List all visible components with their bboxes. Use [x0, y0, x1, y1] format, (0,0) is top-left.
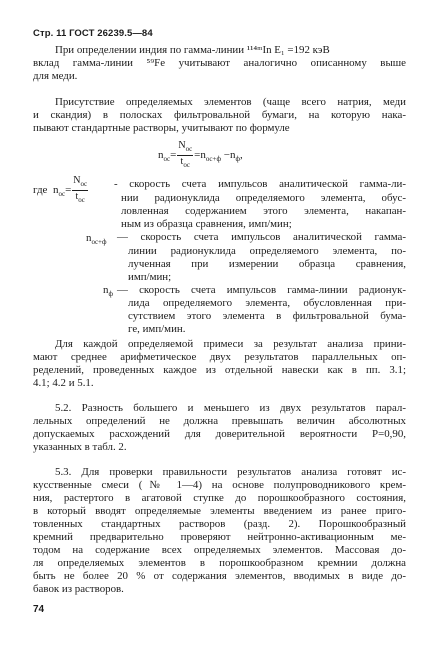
def2-symbol: $n_{oc+ф}$: [86, 232, 107, 247]
where-symbol-sub: oc: [58, 190, 66, 199]
page-number: 74: [33, 604, 45, 615]
para2-line: пывают стандартные растворы, учитывают по формуле: [33, 122, 290, 134]
para4-line: 5.2. Разность большего и меньшего из двух результатов парал-: [55, 402, 406, 414]
formula-lhs: n: [158, 149, 164, 162]
para1-line: вклад гамма-линии ⁵⁹Fe учитывают аналогично описанному выше: [33, 57, 406, 69]
where-num-sub: oc: [80, 180, 88, 188]
para5-line: быть не более 20 % от содержания элементов, вводимых в виде до-: [33, 570, 406, 582]
formula-rhs: =n: [194, 149, 206, 162]
def2-line: линии радионуклида определяемого элемента, по-: [128, 245, 406, 257]
para5-line: 5.3. Для проверки правильности результатов анализа готовят ис-: [55, 466, 406, 478]
def2-line: имп/мин;: [128, 271, 172, 283]
para3-line: ределений, проведенных каждое из отдельной навески как в пп. 3.1;: [33, 364, 406, 376]
formula-lhs-sub: oc: [163, 155, 171, 164]
def3-line: сутствием этого элемента в фильтровальной бума-: [128, 310, 406, 322]
page-header: Стр. 11 ГОСТ 26239.5—84: [33, 28, 153, 39]
def3-line: лида определяемого элемента, обусловленная при-: [128, 297, 406, 309]
def3-line: ге, имп/мин.: [128, 323, 186, 335]
formula-minus: −n: [220, 149, 236, 162]
para5-line: в который вводят определяемые элементы введением из ранее приго-: [33, 505, 406, 517]
para5-line: ния, растертого в агатовой ступке до порошкообразного состояния,: [33, 492, 406, 504]
def3-symbol: $n_ф$: [103, 284, 113, 299]
where-formula: где $n_{oc}=$ $\frac{N_{oc}}{t_{oc}}$: [33, 175, 88, 204]
def1-line: нии радионуклида определяемого элемента, обус-: [121, 192, 406, 204]
def2-line: — скорость счета импульсов аналитической гамма-: [117, 231, 406, 243]
para5-line: тодом на содержание всех определяемых элементов. Массовая до-: [33, 544, 406, 556]
para3-line: 4.1; 4.2 и 5.1.: [33, 377, 94, 389]
where-fraction: [72, 175, 88, 206]
where-label: где: [33, 184, 48, 197]
para1-line: для меди.: [33, 70, 78, 82]
def1-line: ловленная содержанием этого элемента, накапан-: [121, 205, 406, 217]
para4-line: лельных определений не должна превышать величин абсолютных: [33, 415, 406, 427]
formula-num: N: [178, 140, 186, 151]
para1-line: При определении индия по гамма-линии ¹¹⁴ᵐIn E₁ =192 кэВ: [55, 44, 330, 56]
para5-line: кремний предварительно проверяют нейтронно-активационным ме-: [33, 531, 406, 543]
where-den: t: [75, 191, 79, 202]
def3-line: — скорость счета импульсов гамма-линии радионук-: [117, 284, 406, 296]
para3-line: Для каждой определяемой примеси за результат анализа прини-: [55, 338, 406, 350]
para3-line: мают среднее арифметическое двух результатов параллельных оп-: [33, 351, 406, 363]
where-symbol: n: [52, 184, 59, 197]
formula-end: ,: [240, 149, 243, 162]
def1-line: ным из образца сравнения, имп/мин;: [121, 218, 292, 230]
where-num: N: [73, 175, 81, 186]
para2-line: Присутствие определяемых элементов (чаще всего натрия, меди: [55, 96, 406, 108]
para2-line: и скандия) в полосках фильтровальной бумаги, на которую нака-: [33, 109, 406, 121]
formula-fraction: [177, 140, 193, 171]
para5-line: бавок из растворов.: [33, 583, 124, 595]
def2-line: лученная при измерении образца сравнения,: [128, 258, 406, 270]
formula-den: t: [180, 156, 184, 167]
formula-den-sub: oc: [183, 161, 190, 169]
formula-rhs-sub: oc+ф: [205, 155, 221, 164]
main-formula: $n_{oc}=$ $\frac{N_{oc}}{t_{oc}}$ $=n_{oc+ф} -n_ф$,: [158, 140, 243, 169]
para5-line: ля определяемых элементов в порошкообразном кремнии должна: [33, 557, 406, 569]
para4-line: указанных в табл. 2.: [33, 441, 127, 453]
def1-line: - скорость счета импульсов аналитической гамма-ли-: [114, 178, 406, 190]
formula-num-sub: oc: [185, 145, 193, 153]
formula-minus-sub: ф: [235, 155, 240, 164]
where-den-sub: oc: [78, 196, 85, 204]
para4-line: допускаемых расхождений для доверительной вероятности P=0,90,: [33, 428, 406, 440]
para5-line: кусственные смеси (№ 1—4) на основе полупроводникового крем-: [33, 479, 406, 491]
para5-line: товленных стандартных растворов (разд. 2). Порошкообразный: [33, 518, 406, 530]
